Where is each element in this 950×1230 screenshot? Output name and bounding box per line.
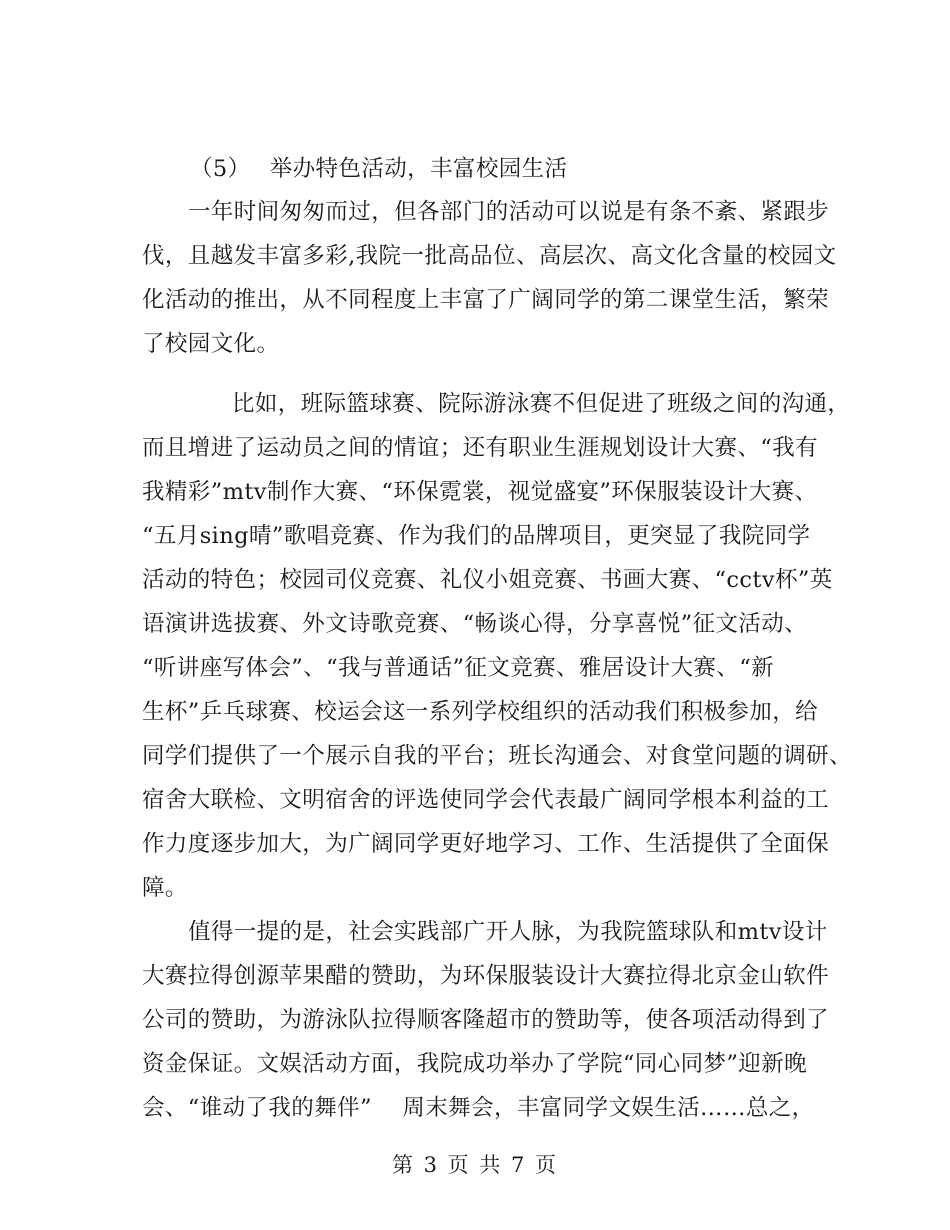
paragraph-line: 一年时间匆匆而过，但各部门的活动可以说是有条不紊、紧跟步 — [188, 199, 830, 225]
paragraph-line: 化活动的推出，从不同程度上丰富了广阔同学的第二课堂生活，繁荣 — [142, 287, 830, 313]
paragraph-line: 资金保证。文娱活动方面，我院成功举办了学院“同心同梦”迎新晚 — [142, 1051, 808, 1077]
paragraph-line: 会、“谁动了我的舞伴” 周末舞会，丰富同学文娱生活……总之， — [142, 1095, 815, 1121]
paragraph-line: 障。 — [142, 875, 188, 901]
paragraph-line: “听讲座写体会”、“我与普通话”征文竞赛、雅居设计大赛、“新 — [142, 655, 775, 681]
paragraph-line: 宿舍大联检、文明宿舍的评选使同学会代表最广阔同学根本利益的工 — [142, 787, 830, 813]
page-indicator: 第 3 页 共 7 页 — [391, 1153, 559, 1177]
paragraph-line: 我精彩”mtv制作大赛、“环保霓裳，视觉盛宴”环保服装设计大赛、 — [142, 479, 818, 505]
paragraph-line: 活动的特色；校园司仪竞赛、礼仪小姐竞赛、书画大赛、“cctv杯”英 — [142, 567, 833, 593]
paragraph-line: 语演讲选拔赛、外文诗歌竞赛、“畅谈心得，分享喜悦”征文活动、 — [142, 611, 808, 637]
paragraph-line: 公司的赞助，为游泳队拉得顺客隆超市的赞助等，使各项活动得到了 — [142, 1007, 830, 1033]
section-heading: （5） 举办特色活动，丰富校园生活 — [190, 156, 568, 182]
paragraph-line: 而且增进了运动员之间的情谊；还有职业生涯规划设计大赛、“我有 — [142, 435, 819, 461]
paragraph-line: 比如，班际篮球赛、院际游泳赛不但促进了班级之间的沟通， — [232, 391, 851, 417]
paragraph-line: “五月sing晴”歌唱竞赛、作为我们的品牌项目，更突显了我院同学 — [142, 523, 811, 549]
paragraph-line: 作力度逐步加大，为广阔同学更好地学习、工作、生活提供了全面保 — [142, 831, 830, 857]
paragraph-line: 了校园文化。 — [142, 331, 280, 357]
paragraph-line: 伐，且越发丰富多彩,我院一批高品位、高层次、高文化含量的校园文 — [142, 243, 837, 269]
paragraph-line: 生杯”乒乓球赛、校运会这一系列学校组织的活动我们积极参加，给 — [142, 699, 819, 725]
paragraph-line: 值得一提的是，社会实践部广开人脉，为我院篮球队和mtv设计 — [188, 919, 828, 945]
paragraph-line: 大赛拉得创源苹果醋的赞助，为环保服装设计大赛拉得北京金山软件 — [142, 963, 830, 989]
paragraph-line: 同学们提供了一个展示自我的平台；班长沟通会、对食堂问题的调研、 — [142, 743, 852, 769]
